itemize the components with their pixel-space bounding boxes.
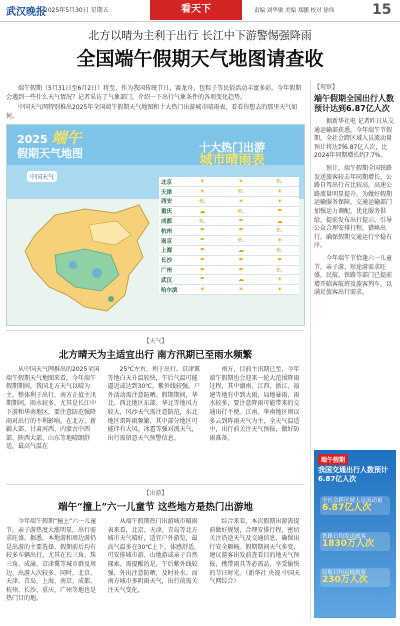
stat-label: 全社会跨区域人员流动量 bbox=[322, 498, 383, 504]
article-column: 从端午假期热门出游城市晴雨表来看，北京、天津、青岛等北方城市天气晴好，适宜户外游览，最高气温多在30℃上下，体感舒适，可安排城市游、山地游或亲子自然探索。需提醒的是，午后紫外线较强，外出注意防晒，及时补水。而南方城市多阴雨天气，出行前需关注天气变化。 bbox=[107, 518, 201, 594]
side-article bbox=[314, 82, 396, 298]
side-article-paragraph: 据新华社电 记者昨日从交通运输部获悉，今年端午节假期，全社会跨区域人员流动量预计将达到6.87亿人次，比2024年同期增长约7.7%。 bbox=[314, 118, 394, 160]
weather-icon: ☂ bbox=[260, 255, 299, 265]
side-article-paragraph: 今年端午节恰逢六一儿童节，亲子游、短途游需求旺盛，民航、铁路等部门已提前增开临客航班及旅客列车，以满足旅客出行需求。 bbox=[314, 254, 393, 297]
weather-icon: ⛅ bbox=[260, 177, 299, 187]
city-name: 广州 bbox=[159, 265, 183, 275]
weather-icon: ⛅ bbox=[260, 246, 299, 256]
divider bbox=[6, 484, 305, 485]
city-name: 北京 bbox=[159, 177, 183, 187]
weather-icon: ☀ bbox=[260, 285, 299, 295]
weather-icon: ☂ bbox=[183, 275, 222, 285]
city-name: 西安 bbox=[159, 197, 183, 207]
city-row bbox=[159, 226, 299, 236]
main-headline: 全国端午假期天气地图请查收 bbox=[76, 48, 324, 70]
china-map-icon bbox=[15, 195, 155, 321]
city-name: 成都 bbox=[159, 216, 183, 226]
divider bbox=[6, 330, 305, 331]
weather-icon: ☂ bbox=[222, 265, 261, 275]
article-headline: 端午“撞上”六一儿童节 这些地方是热门出游地 bbox=[58, 502, 253, 513]
city-name: 杭州 bbox=[159, 226, 183, 236]
map-title bbox=[17, 131, 83, 161]
weather-icon: ⛅ bbox=[183, 216, 222, 226]
map-credit-logo: 中国天气 bbox=[27, 171, 57, 182]
section-label: 看天下 bbox=[150, 0, 242, 20]
weather-icon: ☂ bbox=[222, 216, 261, 226]
weather-icon: ☀ bbox=[260, 197, 299, 207]
lede-paragraph: 端午假期（5月31日至6月2日）将至，作为我国传统节日，赛龙舟、包粽子等民俗活动丰富多彩。今年假期会遇到一些什么天气情况？记者采访了气象部门，介绍一下出行气象条件的各项变化趋势。 bbox=[6, 85, 302, 101]
city-name: 重庆 bbox=[159, 206, 183, 216]
city-row bbox=[159, 197, 299, 207]
column-divider bbox=[310, 80, 311, 620]
map-title-big: 端午 bbox=[51, 129, 82, 147]
weather-map-graphic bbox=[6, 124, 305, 326]
article-tag: 【天气】 bbox=[143, 338, 168, 345]
weather-icon: ⛅ bbox=[222, 236, 261, 246]
weather-icon: ☁ bbox=[260, 216, 299, 226]
article-travel bbox=[6, 488, 305, 626]
city-row bbox=[159, 216, 299, 226]
issue-date: 2025年5月30日 星期五 bbox=[44, 7, 109, 14]
travel-infographic bbox=[314, 450, 396, 618]
article-weather bbox=[6, 336, 305, 486]
stat-card bbox=[320, 532, 390, 551]
map-title-year: 2025 bbox=[17, 133, 48, 146]
stat-value: 1830万人次 bbox=[322, 539, 375, 549]
weather-icon: ⛅ bbox=[222, 187, 261, 197]
cities-title bbox=[167, 141, 297, 167]
city-name: 哈尔滨 bbox=[159, 285, 183, 295]
weather-icon: ☂ bbox=[183, 236, 222, 246]
stat-value: 230万人次 bbox=[322, 575, 368, 585]
stat-label: 民航日均运输旅客 bbox=[322, 570, 367, 576]
infographic-badge: 端午假期 bbox=[318, 454, 348, 465]
weather-icon: ☀ bbox=[222, 197, 261, 207]
weather-icon: ☀ bbox=[260, 236, 299, 246]
stat-label: 铁路日均发送旅客 bbox=[322, 534, 367, 540]
weather-icon: ⛅ bbox=[260, 226, 299, 236]
city-row bbox=[159, 177, 299, 187]
city-row bbox=[159, 246, 299, 256]
city-row bbox=[159, 275, 299, 285]
weather-icon: ☀ bbox=[183, 177, 222, 187]
weather-icon: ☁ bbox=[222, 246, 261, 256]
masthead bbox=[0, 0, 400, 22]
article-column: 南方，目前主汛期已至，今年端午假期也会迎来一轮大范围降雨过程，其中湖南、江西、浙江、福建等地有中到大雨，局地暴雨，雨水较多，要注意降雨可能带来的交通出行不便。江南、华南地区则以多云到阵雨天气为主，全天气温适中，出行前关注天气预报，做好防雨准备。 bbox=[209, 366, 300, 442]
weather-icon: ☁ bbox=[183, 206, 222, 216]
city-row bbox=[159, 285, 299, 295]
lede bbox=[6, 84, 304, 122]
weather-icon: ⛅ bbox=[222, 206, 261, 216]
side-article-paragraph: 预计，端午假期全国铁路发送旅客较去年同期增长，公路自驾出行占比较高，高速公路流量明显提升。为做好假期运输服务保障，交通运输部门加强运力调配，优化服务供给，提前发布出行提示，引导公众合理安排行程，错峰出行，确保假期交通运行平稳有序。 bbox=[314, 164, 393, 250]
weather-icon: ☂ bbox=[183, 265, 222, 275]
weather-icon: ☀ bbox=[222, 177, 261, 187]
side-article-headline: 端午假期全国出行人数预计达到6.87亿人次 bbox=[314, 94, 394, 113]
side-article-tag: 【观察】 bbox=[314, 84, 339, 91]
stat-value: 6.87亿人次 bbox=[322, 503, 372, 513]
weather-icon: ☂ bbox=[183, 255, 222, 265]
city-name: 上海 bbox=[159, 246, 183, 256]
weather-icon: ☂ bbox=[183, 226, 222, 236]
subheadline: 北方以晴为主利于出行 长江中下游警惕强降雨 bbox=[88, 29, 312, 42]
weather-icon: ☀ bbox=[222, 285, 261, 295]
city-row bbox=[159, 206, 299, 216]
page-number: 15 bbox=[372, 2, 392, 18]
article-headline: 北方晴天为主适宜出行 南方汛期已至雨水频繁 bbox=[58, 350, 253, 361]
stat-card bbox=[320, 496, 390, 515]
cities-title-line2: 城市晴雨表 bbox=[199, 153, 265, 168]
weather-icon: ☂ bbox=[222, 255, 261, 265]
article-column: 综合来看，本次假期出游需提前做好规划，合理安排行程，密切关注沿途天气及交通信息，确保出行安全顺畅。假期期间天气多变，建议游客出发前查看目的地天气预报，携带雨具等必需品，享受愉快的节日时光。（新华社 央视 中国天气网综合） bbox=[209, 518, 301, 586]
weather-icon: ☂ bbox=[260, 206, 299, 216]
weather-icon: ⛅ bbox=[183, 197, 222, 207]
lede-paragraph: 中国天气网特别推出2025年全国端午假期天气地图和十大热门出游城市晴雨表，看看你想去的那里天气如何。 bbox=[6, 104, 298, 120]
stat-card bbox=[320, 568, 390, 587]
weather-icon: ☂ bbox=[183, 246, 222, 256]
city-name: 南京 bbox=[159, 236, 183, 246]
weather-icon: ⛅ bbox=[260, 265, 299, 275]
weather-icon: ☀ bbox=[183, 285, 222, 295]
article-column: 25℃左右，利于出行。京津冀等地白天升温较快，午后气温可能逼近或达到30℃，紫外线较强，户外活动需注意防晒。假期期间，华北、西北地区东部、华北等地风力较大，风沙天气需注意防范，东北地区雷阵雨频繁，其中部分地区可能伴有大风、冰雹等强对流天气，出行需留意天气预警信息。 bbox=[107, 366, 201, 442]
weather-icon: ☁ bbox=[222, 275, 261, 285]
city-row bbox=[159, 255, 299, 265]
weather-icon: ☀ bbox=[183, 187, 222, 197]
map-title-sub: 假期天气地图 bbox=[17, 147, 83, 160]
city-weather-table bbox=[159, 177, 299, 295]
cities-title-line1: 十大热门出游 bbox=[199, 141, 265, 154]
city-name: 武汉 bbox=[159, 275, 183, 285]
weather-icon: ☀ bbox=[260, 187, 299, 197]
city-row bbox=[159, 265, 299, 275]
city-row bbox=[159, 236, 299, 246]
article-column: 今年端午假期“撞上”六一儿童节，亲子游热度大涨明显，出行需求旺盛。据悉，本地游和周边游仍是出游的主要选择，假期前后均有较多车辆出行，尤其在长三角、珠三角、成渝、京津冀等城市群及周边，出游人次较多。同时，北京、天津、青岛、上海、南京、成都、杭州、长沙、重庆、广州等地也是热门目的地。 bbox=[6, 518, 97, 603]
weather-icon: ☀ bbox=[260, 275, 299, 285]
article-column: 从中国天气网推出的2025全国端午假期天气地图来看，今年端午假期期间，我国北方天气以晴为主，整体利于出行，南方正值主汛期期间，雨水较多，尤其是长江中下游和华南地区，要注意防范强降雨对出行的不利影响。在北方，新疆大部、甘肃河西、内蒙古中西部、陕西大部、山东等地晴朗舒适，最高气温在 bbox=[6, 366, 100, 451]
city-name: 长沙 bbox=[159, 255, 183, 265]
city-row bbox=[159, 187, 299, 197]
paper-name: 武汉晚报 bbox=[6, 7, 46, 18]
editor-credits: 责编 刘华敏 美编 郑鹏 校对 徐伟 bbox=[254, 8, 335, 14]
weather-icon: ☂ bbox=[222, 226, 261, 236]
infographic-title: 我国交通出行人数预计6.87亿人次 bbox=[318, 466, 388, 483]
city-name: 天津 bbox=[159, 187, 183, 197]
article-tag: 【出游】 bbox=[143, 490, 168, 497]
